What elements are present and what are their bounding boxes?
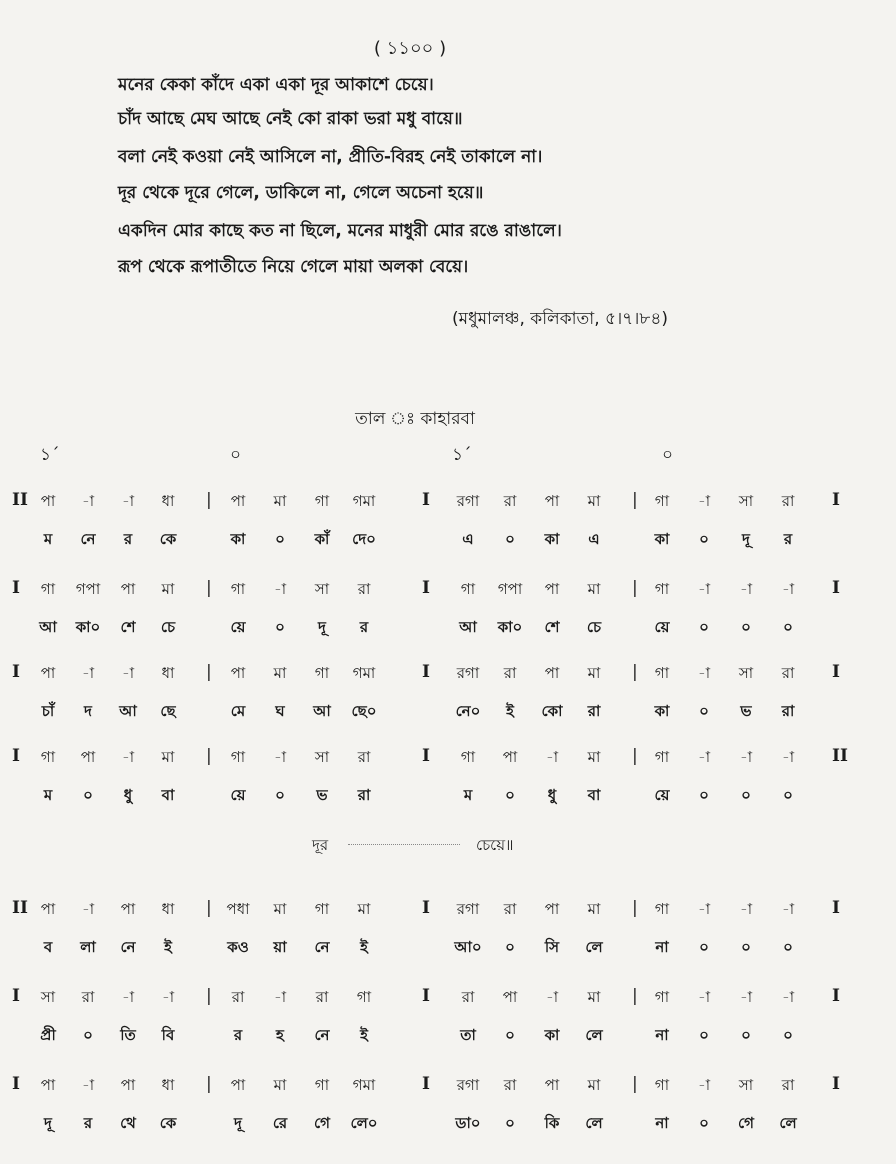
note-cell: গপা: [75, 580, 101, 598]
barline-left: I: [12, 578, 20, 598]
syllable-cell: ০: [275, 786, 285, 804]
barline: I: [422, 1074, 430, 1094]
note-cell: রগা: [456, 664, 480, 682]
syllable-cell: ছে০: [351, 702, 377, 720]
syllable-cell: তা: [460, 1026, 476, 1044]
note-cell: রা: [461, 988, 475, 1006]
barline: |: [632, 1074, 638, 1094]
syllable-cell: ঘ: [275, 702, 285, 720]
syllable-cell: নে: [80, 530, 96, 548]
note-cell: গা: [654, 1076, 670, 1094]
note-cell: গমা: [352, 492, 376, 510]
lyric-line: চাঁদ আছে মেঘ আছে নেই কো রাকা ভরা মধু বায়ে॥: [118, 109, 463, 129]
beat-mark: ০: [662, 445, 674, 465]
barline: |: [206, 1074, 212, 1094]
note-cell: গা: [314, 664, 330, 682]
syllable-cell: কা০: [497, 618, 523, 636]
syllable-cell: আ: [39, 618, 57, 636]
syllable-cell: ধু: [547, 786, 557, 804]
note-cell: গা: [40, 748, 56, 766]
syllable-cell: সি: [544, 938, 560, 956]
note-cell: গা: [40, 580, 56, 598]
barline: |: [206, 746, 212, 766]
note-cell: গা: [356, 988, 372, 1006]
note-cell: গা: [230, 580, 246, 598]
note-cell: -া: [781, 748, 795, 766]
barline: I: [422, 578, 430, 598]
syllable-cell: য়ে: [654, 786, 670, 804]
note-cell: -া: [545, 748, 559, 766]
notation-row: [0, 898, 896, 928]
barline-right: I: [832, 1074, 840, 1094]
note-cell: -া: [273, 580, 287, 598]
note-cell: ধা: [161, 900, 175, 918]
syllable-cell: বা: [161, 786, 175, 804]
note-cell: সা: [40, 988, 56, 1006]
note-cell: -া: [739, 748, 753, 766]
notation-row: [0, 490, 896, 520]
note-cell: মা: [273, 900, 287, 918]
syllable-cell: দূ: [44, 1114, 52, 1132]
syllable-cell: কা: [544, 1026, 560, 1044]
note-cell: গপা: [497, 580, 523, 598]
notation-row: [0, 1074, 896, 1104]
syllable-cell: দূ: [318, 618, 326, 636]
syllable-cell: ব: [43, 938, 53, 956]
syllable-cell: র: [783, 530, 793, 548]
note-cell: পা: [40, 1076, 56, 1094]
syllable-cell: ০: [741, 1026, 751, 1044]
note-cell: গা: [654, 748, 670, 766]
syllable-cell: ০: [783, 1026, 793, 1044]
note-cell: মা: [161, 748, 175, 766]
syllable-cell: ০: [699, 1026, 709, 1044]
lyric-line: রূপ থেকে রূপাতীতে নিয়ে গেলে মায়া অলকা বেয়ে।: [118, 257, 469, 277]
note-cell: -া: [81, 664, 95, 682]
note-cell: রা: [315, 988, 329, 1006]
syllable-cell: ই: [360, 1026, 368, 1044]
note-cell: সা: [738, 664, 754, 682]
syllable-cell: লে: [585, 938, 603, 956]
barline: |: [632, 578, 638, 598]
note-cell: মা: [587, 1076, 601, 1094]
note-cell: -া: [121, 748, 135, 766]
syllable-cell: কাঁ: [314, 530, 330, 548]
syllable-cell: ডা০: [455, 1114, 481, 1132]
syllable-cell: লে: [585, 1026, 603, 1044]
syllable-cell: ম: [43, 786, 53, 804]
note-cell: রা: [503, 664, 517, 682]
barline-left: I: [12, 1074, 20, 1094]
note-cell: রা: [503, 900, 517, 918]
note-cell: মা: [587, 492, 601, 510]
note-cell: মা: [587, 748, 601, 766]
syllable-cell: প্রী: [40, 1026, 56, 1044]
note-cell: মা: [273, 1076, 287, 1094]
note-cell: রগা: [456, 492, 480, 510]
syllable-row: [0, 700, 896, 730]
note-cell: পা: [40, 664, 56, 682]
syllable-cell: দূ: [234, 1114, 242, 1132]
syllable-cell: দে০: [352, 530, 376, 548]
syllable-cell: গে: [738, 1114, 754, 1132]
note-cell: রা: [503, 492, 517, 510]
syllable-cell: য়া: [273, 938, 287, 956]
barline: I: [422, 746, 430, 766]
syllable-cell: রা: [781, 702, 795, 720]
note-cell: সা: [738, 1076, 754, 1094]
syllable-cell: ই: [506, 702, 514, 720]
syllable-cell: নে: [314, 938, 330, 956]
syllable-cell: ম: [43, 530, 53, 548]
note-cell: ধা: [161, 664, 175, 682]
note-cell: পা: [230, 492, 246, 510]
note-cell: গা: [230, 748, 246, 766]
lyric-line: একদিন মোর কাছে কত না ছিলে, মনের মাধুরী মোর রঙে রাঙালে।: [118, 221, 562, 241]
syllable-cell: ০: [275, 618, 285, 636]
syllable-cell: ০: [741, 618, 751, 636]
note-cell: -া: [697, 492, 711, 510]
refrain-ellipsis: [348, 844, 460, 845]
note-cell: -া: [545, 988, 559, 1006]
barline-right: I: [832, 490, 840, 510]
syllable-cell: কা: [230, 530, 246, 548]
barline: I: [422, 662, 430, 682]
note-cell: মা: [273, 492, 287, 510]
syllable-cell: ০: [505, 1114, 515, 1132]
note-cell: গমা: [352, 664, 376, 682]
barline: |: [206, 898, 212, 918]
syllable-cell: ০: [699, 938, 709, 956]
syllable-cell: ০: [783, 938, 793, 956]
note-cell: -া: [697, 900, 711, 918]
note-cell: গা: [460, 748, 476, 766]
note-cell: রগা: [456, 1076, 480, 1094]
notation-row: [0, 986, 896, 1016]
syllable-cell: কে: [159, 1114, 177, 1132]
source-citation: (মধুমালঞ্চ, কলিকাতা, ৫।৭।৮৪): [452, 309, 668, 329]
lyric-line: বলা নেই কওয়া নেই আসিলে না, প্রীতি-বিরহ নেই তাকালে না।: [118, 147, 543, 167]
barline: |: [632, 490, 638, 510]
barline-right: I: [832, 662, 840, 682]
syllable-cell: দ: [84, 702, 92, 720]
note-cell: -া: [697, 664, 711, 682]
syllable-cell: থে: [120, 1114, 136, 1132]
note-cell: রা: [781, 1076, 795, 1094]
lyrics-block: [118, 74, 818, 278]
note-cell: -া: [121, 988, 135, 1006]
syllable-cell: ০: [783, 786, 793, 804]
syllable-cell: মে: [230, 702, 246, 720]
syllable-cell: না: [655, 938, 669, 956]
barline-left: I: [12, 662, 20, 682]
note-cell: গা: [654, 900, 670, 918]
note-cell: গা: [654, 492, 670, 510]
note-cell: মা: [587, 988, 601, 1006]
note-cell: মা: [587, 580, 601, 598]
syllable-cell: ০: [741, 786, 751, 804]
note-cell: -া: [697, 748, 711, 766]
note-cell: -া: [273, 988, 287, 1006]
barline-left: I: [12, 986, 20, 1006]
syllable-cell: না: [655, 1026, 669, 1044]
barline-left: I: [12, 746, 20, 766]
note-cell: -া: [81, 900, 95, 918]
syllable-cell: বা: [587, 786, 601, 804]
note-cell: -া: [81, 492, 95, 510]
note-cell: পা: [80, 748, 96, 766]
syllable-cell: ০: [83, 1026, 93, 1044]
syllable-cell: বি: [161, 1026, 175, 1044]
note-cell: পা: [230, 1076, 246, 1094]
page-number: ( ১১০০ ): [373, 38, 447, 59]
syllable-cell: গে: [314, 1114, 330, 1132]
syllable-cell: ০: [699, 530, 709, 548]
syllable-cell: কও: [227, 938, 249, 956]
barline-right: I: [832, 986, 840, 1006]
note-cell: ধা: [161, 492, 175, 510]
syllable-row: [0, 1024, 896, 1054]
syllable-cell: য়ে: [230, 618, 246, 636]
refrain-start: দূর: [312, 836, 329, 854]
note-cell: গা: [314, 1076, 330, 1094]
syllable-cell: ০: [699, 1114, 709, 1132]
barline: I: [422, 490, 430, 510]
refrain-end: চেয়ে॥: [476, 836, 514, 854]
note-cell: পা: [502, 748, 518, 766]
note-cell: -া: [781, 988, 795, 1006]
syllable-cell: কা০: [75, 618, 101, 636]
note-cell: গা: [314, 900, 330, 918]
barline: |: [632, 746, 638, 766]
note-cell: পা: [120, 580, 136, 598]
syllable-cell: এ: [588, 530, 600, 548]
syllable-cell: চাঁ: [41, 702, 55, 720]
syllable-cell: কি: [544, 1114, 560, 1132]
syllable-cell: ০: [505, 530, 515, 548]
note-cell: গা: [654, 580, 670, 598]
note-cell: -া: [739, 900, 753, 918]
beat-mark: ১´: [40, 445, 60, 465]
note-cell: পা: [40, 492, 56, 510]
note-cell: পধা: [226, 900, 250, 918]
barline-right: I: [832, 898, 840, 918]
note-cell: গা: [314, 492, 330, 510]
note-cell: পা: [544, 492, 560, 510]
note-cell: পা: [40, 900, 56, 918]
note-cell: মা: [357, 900, 371, 918]
syllable-cell: লা: [80, 938, 96, 956]
note-cell: মা: [161, 580, 175, 598]
syllable-row: [0, 1112, 896, 1142]
notation-row: [0, 746, 896, 776]
note-cell: গা: [654, 988, 670, 1006]
syllable-cell: লে০: [350, 1114, 378, 1132]
note-cell: -া: [781, 580, 795, 598]
syllable-cell: আ: [459, 618, 477, 636]
syllable-cell: ০: [699, 786, 709, 804]
syllable-cell: ভ: [316, 786, 328, 804]
lyric-line: মনের কেকা কাঁদে একা একা দূর আকাশে চেয়ে।: [118, 75, 434, 95]
syllable-cell: চে: [160, 618, 176, 636]
syllable-cell: নে০: [455, 702, 481, 720]
note-cell: -া: [273, 748, 287, 766]
syllable-cell: ০: [275, 530, 285, 548]
syllable-cell: র: [359, 618, 369, 636]
note-cell: -া: [121, 492, 135, 510]
syllable-cell: ০: [699, 618, 709, 636]
syllable-cell: আ০: [454, 938, 482, 956]
note-cell: রা: [781, 492, 795, 510]
note-cell: -া: [739, 580, 753, 598]
lyric-line: দূর থেকে দূরে গেলে, ডাকিলে না, গেলে অচেনা হয়ে॥: [118, 183, 484, 203]
note-cell: মা: [273, 664, 287, 682]
note-cell: -া: [697, 580, 711, 598]
note-cell: ধা: [161, 1076, 175, 1094]
notation-row: [0, 662, 896, 692]
note-cell: -া: [697, 1076, 711, 1094]
note-cell: সা: [314, 748, 330, 766]
syllable-cell: ০: [699, 702, 709, 720]
syllable-cell: নে: [120, 938, 136, 956]
note-cell: -া: [121, 664, 135, 682]
note-cell: রা: [357, 748, 371, 766]
note-cell: মা: [587, 900, 601, 918]
syllable-cell: কো: [541, 702, 563, 720]
syllable-cell: শে: [544, 618, 560, 636]
barline-left: II: [12, 490, 28, 510]
barline: |: [206, 986, 212, 1006]
barline: |: [632, 898, 638, 918]
barline: |: [206, 490, 212, 510]
barline-right: II: [832, 746, 848, 766]
note-cell: পা: [120, 900, 136, 918]
barline: I: [422, 986, 430, 1006]
syllable-row: [0, 616, 896, 646]
barline: |: [632, 662, 638, 682]
beat-mark: ১´: [452, 445, 472, 465]
syllable-cell: তি: [120, 1026, 136, 1044]
note-cell: রা: [781, 664, 795, 682]
note-cell: গা: [654, 664, 670, 682]
note-cell: পা: [544, 1076, 560, 1094]
syllable-cell: কা: [654, 702, 670, 720]
tala-title: তাল ঃ কাহারবা: [355, 409, 475, 429]
syllable-cell: হ: [276, 1026, 284, 1044]
syllable-cell: র: [233, 1026, 243, 1044]
note-cell: পা: [544, 664, 560, 682]
syllable-cell: ধু: [123, 786, 133, 804]
syllable-cell: ই: [164, 938, 172, 956]
barline: |: [206, 578, 212, 598]
syllable-cell: ই: [360, 938, 368, 956]
syllable-cell: নে: [314, 1026, 330, 1044]
syllable-cell: চে: [586, 618, 602, 636]
syllable-cell: রে: [272, 1114, 288, 1132]
syllable-cell: কা: [654, 530, 670, 548]
note-cell: পা: [544, 580, 560, 598]
syllable-cell: ম: [463, 786, 473, 804]
notation-row: [0, 578, 896, 608]
note-cell: পা: [544, 900, 560, 918]
syllable-cell: আ: [119, 702, 137, 720]
note-cell: -া: [781, 900, 795, 918]
syllable-cell: ০: [505, 938, 515, 956]
syllable-cell: শে: [120, 618, 136, 636]
syllable-cell: ০: [505, 1026, 515, 1044]
note-cell: পা: [230, 664, 246, 682]
note-cell: -া: [81, 1076, 95, 1094]
note-cell: গা: [460, 580, 476, 598]
note-cell: সা: [738, 492, 754, 510]
barline: I: [422, 898, 430, 918]
note-cell: পা: [502, 988, 518, 1006]
syllable-row: [0, 528, 896, 558]
barline-left: II: [12, 898, 28, 918]
syllable-cell: লে: [779, 1114, 797, 1132]
note-cell: রা: [81, 988, 95, 1006]
syllable-cell: এ: [462, 530, 474, 548]
note-cell: -া: [161, 988, 175, 1006]
syllable-cell: আ: [313, 702, 331, 720]
note-cell: মা: [587, 664, 601, 682]
syllable-cell: দূ: [742, 530, 750, 548]
syllable-cell: লে: [585, 1114, 603, 1132]
syllable-cell: না: [655, 1114, 669, 1132]
barline: |: [206, 662, 212, 682]
barline-right: I: [832, 578, 840, 598]
note-cell: পা: [120, 1076, 136, 1094]
syllable-cell: রা: [587, 702, 601, 720]
syllable-cell: ০: [505, 786, 515, 804]
syllable-cell: ০: [783, 618, 793, 636]
note-cell: -া: [739, 988, 753, 1006]
note-cell: -া: [697, 988, 711, 1006]
syllable-cell: ০: [83, 786, 93, 804]
note-cell: রা: [503, 1076, 517, 1094]
note-cell: গমা: [352, 1076, 376, 1094]
syllable-cell: কে: [159, 530, 177, 548]
syllable-cell: ছে: [160, 702, 176, 720]
syllable-row: [0, 936, 896, 966]
barline: |: [632, 986, 638, 1006]
note-cell: সা: [314, 580, 330, 598]
note-cell: রগা: [456, 900, 480, 918]
syllable-cell: য়ে: [230, 786, 246, 804]
note-cell: রা: [357, 580, 371, 598]
syllable-cell: য়ে: [654, 618, 670, 636]
syllable-cell: ভ: [740, 702, 752, 720]
note-cell: রা: [231, 988, 245, 1006]
syllable-cell: র: [123, 530, 133, 548]
syllable-row: [0, 784, 896, 814]
beat-mark: ০: [230, 445, 242, 465]
syllable-cell: ০: [741, 938, 751, 956]
syllable-cell: র: [83, 1114, 93, 1132]
syllable-cell: কা: [544, 530, 560, 548]
syllable-cell: রা: [357, 786, 371, 804]
refrain-marker: [0, 834, 896, 860]
